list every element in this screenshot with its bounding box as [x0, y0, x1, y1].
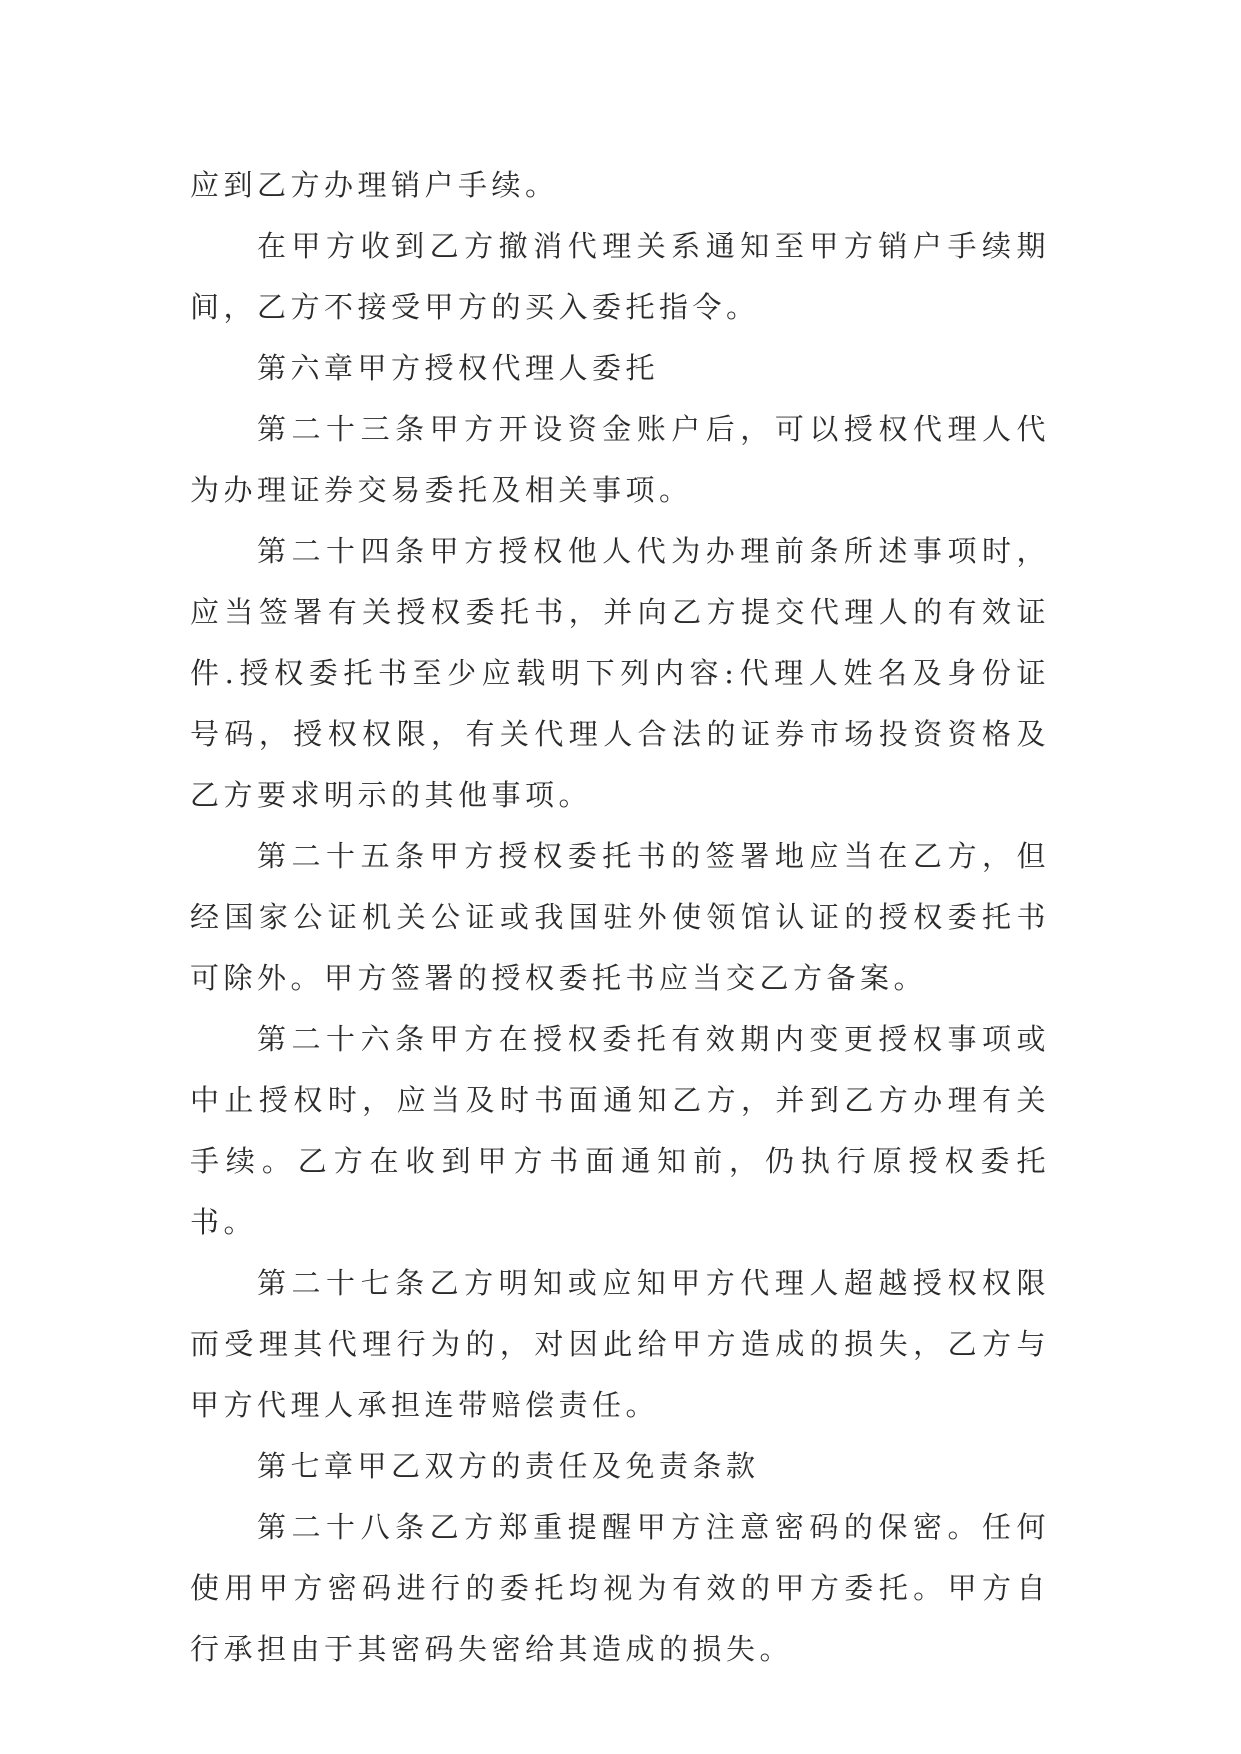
paragraph-continuation: 应到乙方办理销户手续。	[190, 168, 559, 202]
article-25: 第二十五条甲方授权委托书的签署地应当在乙方，但经国家公证机关公证或我国驻外使领馆认证的授权委托书可除外。甲方签署的授权委托书应当交乙方备案。	[190, 839, 1050, 995]
article-24: 第二十四条甲方授权他人代为办理前条所述事项时，应当签署有关授权委托书，并向乙方提交代理人的有效证件.授权委托书至少应载明下列内容:代理人姓名及身份证号码，授权权限，有关代理人合法的证券市场投资资格及乙方要求明示的其他事项。	[190, 534, 1050, 812]
document-page	[190, 155, 1050, 1680]
chapter-heading-7: 第七章甲乙双方的责任及免责条款	[257, 1449, 760, 1483]
article-28: 第二十八条乙方郑重提醒甲方注意密码的保密。任何使用甲方密码进行的委托均视为有效的甲方委托。甲方自行承担由于其密码失密给其造成的损失。	[190, 1510, 1050, 1666]
article-27: 第二十七条乙方明知或应知甲方代理人超越授权权限而受理其代理行为的，对因此给甲方造成的损失，乙方与甲方代理人承担连带赔偿责任。	[190, 1266, 1050, 1422]
article-26: 第二十六条甲方在授权委托有效期内变更授权事项或中止授权时，应当及时书面通知乙方，并到乙方办理有关手续。乙方在收到甲方书面通知前，仍执行原授权委托书。	[190, 1022, 1050, 1239]
article-23: 第二十三条甲方开设资金账户后，可以授权代理人代为办理证券交易委托及相关事项。	[190, 412, 1050, 507]
chapter-heading-6: 第六章甲方授权代理人委托	[257, 351, 660, 385]
paragraph-revocation-period: 在甲方收到乙方撤消代理关系通知至甲方销户手续期间，乙方不接受甲方的买入委托指令。	[190, 229, 1050, 324]
